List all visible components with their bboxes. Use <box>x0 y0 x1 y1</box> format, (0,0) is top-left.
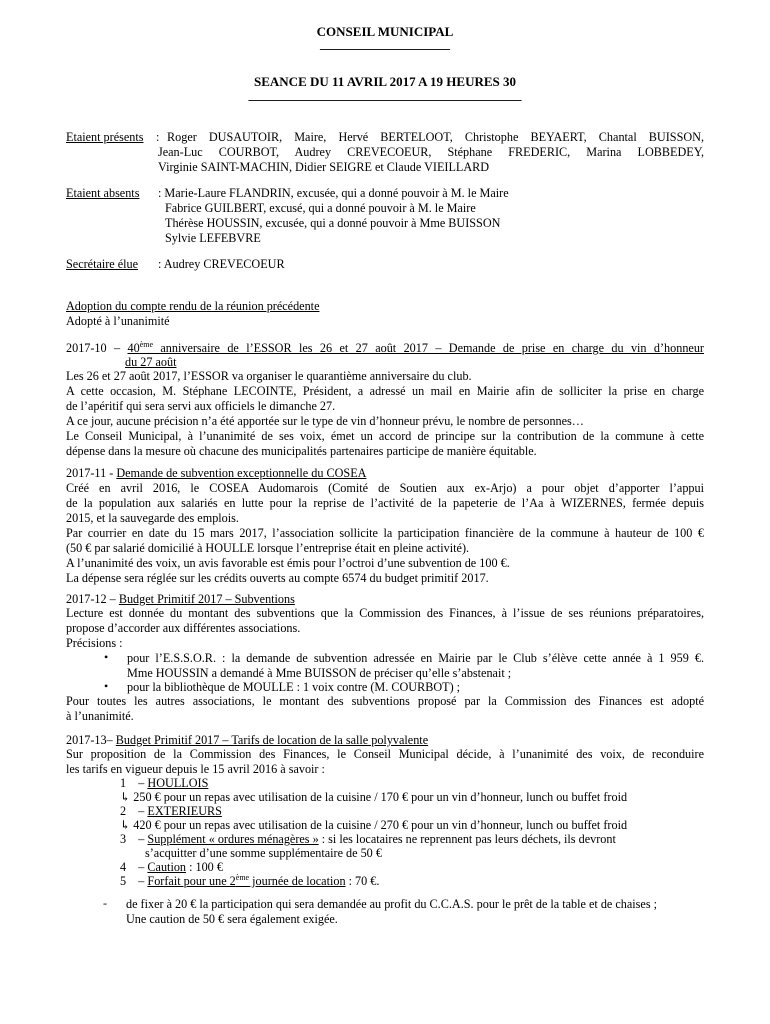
heading-text: Budget Primitif 2017 – Tarifs de location de la salle polyvalente <box>115 733 429 747</box>
present-label: Etaient présents <box>66 130 144 144</box>
absent-list <box>158 186 509 201</box>
section-prefix: 2017-13– <box>66 733 116 747</box>
absent-line: : Marie-Laure FLANDRIN, excusée, qui a donné pouvoir à M. le Maire <box>158 186 509 200</box>
section-prefix: 2017-12 – <box>66 592 119 606</box>
present-colon: : <box>156 130 160 144</box>
item-text: 250 € pour un repas avec utilisation de la cuisine / 170 € pour un vin d’honneur, lunch ou buffet froid <box>133 790 628 804</box>
body-line: Par courrier en date du 15 mars 2017, l’association sollicite la participation financière de la commune à hauteur de 100 € <box>66 526 704 540</box>
body-line: propose d’accorder aux différentes associations. <box>66 621 301 635</box>
item-dash: – <box>138 860 148 874</box>
absent-list-cont <box>165 201 500 246</box>
heading-text: Budget Primitif 2017 – Subventions <box>118 592 295 606</box>
tariff-item-supplement <box>120 832 616 847</box>
body-line: dépense dans la mesure où chacune des municipalités partenaires participe de manière équitable. <box>66 444 537 458</box>
dash-marker: - <box>103 896 107 910</box>
tariff-item-houllois <box>120 776 208 791</box>
body-line: Les 26 et 27 août 2017, l’ESSOR va organiser le quarantième anniversaire du club. <box>66 369 472 383</box>
item-label: EXTERIEURS <box>147 804 222 818</box>
present-list <box>167 130 704 145</box>
document-title: CONSEIL MUNICIPAL <box>316 24 454 39</box>
section-2017-10-heading-cont: du 27 août <box>125 355 177 369</box>
section-2017-11-body <box>66 481 704 586</box>
absent-line: Fabrice GUILBERT, excusé, qui a donné pouvoir à M. le Maire <box>165 201 476 215</box>
section-2017-13-heading <box>66 733 428 748</box>
item-rest: : si les locataires ne reprennent pas leurs déchets, ils devront <box>318 832 616 846</box>
item-label: Caution <box>147 860 187 874</box>
body-line: Lecture est donnée du montant des subventions que la Commission des Finances, à l’issue de ses réunions préparatoires, <box>66 606 704 620</box>
body-line: les tarifs en vigueur depuis le 15 avril 2016 à savoir : <box>66 762 325 776</box>
body-line: A l’unanimité des voix, un avis favorable est émis pour l’octroi d’une subvention de 100 €. <box>66 556 510 570</box>
tariff-item-exterieurs <box>120 804 222 819</box>
adoption-text: Adopté à l’unanimité <box>66 314 170 328</box>
absent-line: Thérèse HOUSSIN, excusée, qui a donné pouvoir à Mme BUISSON <box>165 216 501 230</box>
present-line: Roger DUSAUTOIR, Maire, Hervé BERTELOOT, Christophe BEYAERT, Chantal BUISSON, <box>167 130 704 144</box>
item-number: 4 <box>120 860 127 874</box>
heading-part: anniversaire de l’ESSOR les 26 et 27 août 2017 – Demande de prise en charge du vin d’honneur <box>153 341 704 355</box>
final-line: de fixer à 20 € la participation qui sera demandée au profit du C.C.A.S. pour le prêt de la table et de chaises ; <box>126 897 657 911</box>
tariff-item-forfait <box>120 874 379 889</box>
item-label: Supplément « ordures ménagères » <box>147 832 319 846</box>
bullet-icon: • <box>104 679 109 693</box>
final-line: Une caution de 50 € sera également exigée. <box>126 912 338 926</box>
tariff-detail-houllois <box>120 790 627 805</box>
secretary-label: Secrétaire élue <box>66 257 139 271</box>
body-line: La dépense sera réglée sur les crédits ouverts au compte 6574 du budget primitif 2017. <box>66 571 489 585</box>
absent-line: Sylvie LEFEBVRE <box>165 231 261 245</box>
present-list-cont <box>158 145 704 175</box>
body-line: Pour toutes les autres associations, le montant des subventions proposé par la Commission des Finances est adopté <box>66 694 704 708</box>
bullet-icon: • <box>104 650 109 664</box>
item-sup: ème <box>235 872 250 882</box>
item-number: 1 <box>120 776 127 790</box>
bullet-line: pour l’E.S.S.O.R. : la demande de subvention adressée en Mairie par le Club s’élève cette année à 1 959 €. <box>127 651 704 665</box>
final-item <box>126 897 704 927</box>
body-line: Créé en avril 2016, le COSEA Audomarois (Comité de Soutien aux ex-Arjo) a pour objet d’apporter l’appui <box>66 481 704 495</box>
body-line: à l’unanimité. <box>66 709 134 723</box>
title-rule: ____________________ <box>320 36 450 51</box>
item-label: Forfait pour une 2 <box>147 874 236 888</box>
present-line: Virginie SAINT-MACHIN, Didier SEIGRE et Claude VIEILLARD <box>158 160 490 174</box>
section-prefix: 2017-11 - <box>66 466 117 480</box>
item-number: 3 <box>120 832 127 846</box>
secretary-value: : Audrey CREVECOEUR <box>158 257 285 271</box>
item-number: 5 <box>120 874 127 888</box>
section-prefix: 2017-10 – <box>66 341 128 355</box>
body-line: de la population aux salariés en lutte pour la reprise de l’activité de la papeterie de l’Aa à WIZERNES, fermée depuis <box>66 496 704 510</box>
item-rest: : 70 €. <box>345 874 380 888</box>
heading-text: Demande de subvention exceptionnelle du COSEA <box>116 466 367 480</box>
adoption-heading: Adoption du compte rendu de la réunion précédente <box>66 299 320 313</box>
item-label: HOULLOIS <box>147 776 209 790</box>
heading-part: 40 <box>127 341 140 355</box>
section-2017-12-closing <box>66 694 704 724</box>
arrow-icon: ↳ <box>120 818 131 832</box>
item-dash: – <box>138 832 148 846</box>
body-line: Le Conseil Municipal, à l’unanimité de ses voix, émet un accord de principe sur la contribution de la commune à cette <box>66 429 704 443</box>
body-line: Précisions : <box>66 636 123 650</box>
item-dash: – <box>138 776 148 790</box>
body-line: A ce jour, aucune précision n’a été apportée sur le type de vin d’honneur prévu, le nombre de personnes… <box>66 414 584 428</box>
section-2017-10-body <box>66 369 704 459</box>
body-line: Sur proposition de la Commission des Finances, le Conseil Municipal décide, à l’unanimité des voix, de reconduire <box>66 747 704 761</box>
section-2017-11-heading <box>66 466 366 481</box>
tariff-detail-exterieurs <box>120 818 627 833</box>
section-2017-12-heading <box>66 592 295 607</box>
present-line: Jean-Luc COURBOT, Audrey CREVECOEUR, Stéphane FREDERIC, Marina LOBBEDEY, <box>158 145 704 159</box>
section-2017-12-body <box>66 606 704 651</box>
item-label: journée de location <box>249 874 346 888</box>
session-rule: __________________________________________ <box>248 87 522 102</box>
bullet-item <box>127 680 704 695</box>
tariff-item-supplement-cont: s’acquitter d’une somme supplémentaire de 50 € <box>145 846 382 860</box>
body-line: A cette occasion, M. Stéphane LECOINTE, Président, a adressé un mail en Mairie afin de solliciter la prise en charge <box>66 384 704 398</box>
item-number: 2 <box>120 804 127 818</box>
body-line: de l’apéritif qui sera servi aux officiels le dimanche 27. <box>66 399 336 413</box>
tariff-item-caution <box>120 860 223 875</box>
item-dash: – <box>138 874 148 888</box>
item-text: 420 € pour un repas avec utilisation de la cuisine / 270 € pour un vin d’honneur, lunch ou buffet froid <box>133 818 628 832</box>
section-2017-13-body <box>66 747 704 777</box>
heading-sup: ème <box>139 339 153 349</box>
item-rest: : 100 € <box>186 860 223 874</box>
bullet-item <box>127 651 704 681</box>
item-dash: – <box>138 804 148 818</box>
body-line: 2015, et la sauvegarde des emplois. <box>66 511 239 525</box>
arrow-icon: ↳ <box>120 790 131 804</box>
bullet-line: Mme HOUSSIN a demandé à Mme BUISSON de préciser qu’elle s’abstenait ; <box>127 666 512 680</box>
bullet-line: pour la bibliothèque de MOULLE : 1 voix contre (M. COURBOT) ; <box>127 680 461 694</box>
session-heading: SEANCE DU 11 AVRIL 2017 A 19 HEURES 30 <box>254 74 516 89</box>
section-2017-10-heading <box>66 341 704 356</box>
body-line: (50 € par salarié domicilié à HOULLE lorsque l’entreprise était en pleine activité). <box>66 541 470 555</box>
absent-label: Etaient absents <box>66 186 140 200</box>
